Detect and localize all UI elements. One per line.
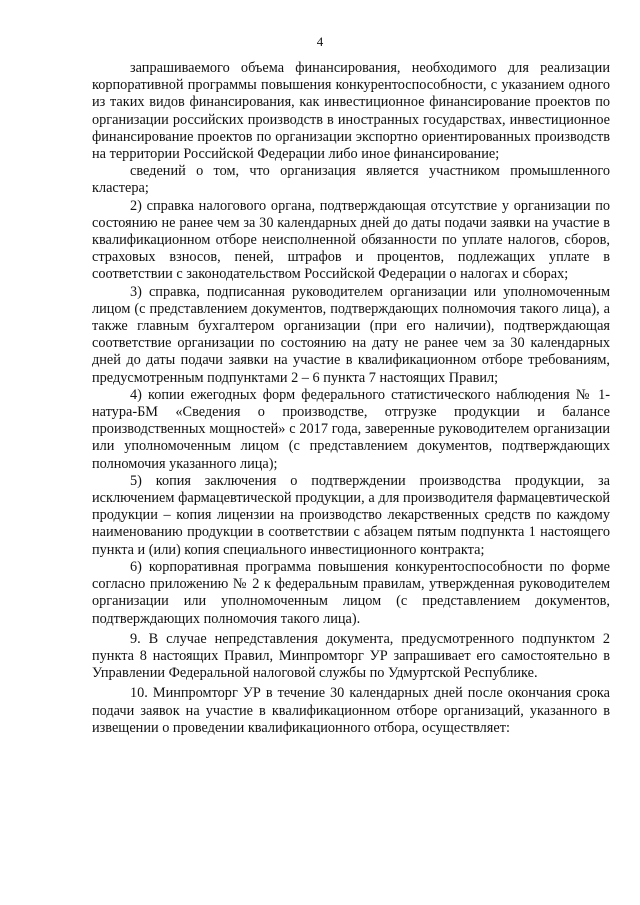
paragraph-section-9: 9. В случае непредставления документа, предусмотренного подпунктом 2 пункта 8 настоящих Правил, Минпромторг УР запрашивает его самостоятельно в Управлении Федеральной налоговой службы по Удмуртской Республике. [92,630,610,682]
paragraph-funding-continuation: запрашиваемого объема финансирования, необходимого для реализации корпоративной программы повышения конкурентоспособности, с указанием одного из таких видов финансирования, как инвестиционное финансирование проектов по организации российских производств в иностранных государствах, инвестиционное финансирование проектов по организации экспортно ориентированных производств на территории Российской Федерации либо иное финансирование; [92,60,610,163]
paragraph-item-3-signed-certificate: 3) справка, подписанная руководителем организации или уполномоченным лицом (с представлением документов, подтверждающих полномочия такого лица), а также главным бухгалтером организации (при его наличии), подтверждающая соответствие организации по состоянию на дату не ранее чем за 30 календарных дней до даты подачи заявки на участие в квалификационном отборе требованиям, предусмотренным подпунктами 2 – 6 пункта 7 настоящих Правил; [92,283,610,386]
paragraph-item-5-production-confirmation: 5) копия заключения о подтверждении производства продукции, за исключением фармацевтической продукции, а для производителя фармацевтической продукции – копия лицензии на производство лекарственных средств по каждому наименованию продукции в соответствии с абзацем пятым подпункта 1 настоящего пункта и (или) копия специального инвестиционного контракта; [92,472,610,558]
paragraph-item-2-tax-certificate: 2) справка налогового органа, подтверждающая отсутствие у организации по состоянию не ранее чем за 30 календарных дней до даты подачи заявки на участие в квалификационном отборе неисполненной обязанности по уплате налогов, сборов, страховых взносов, пеней, штрафов и процентов, подлежащих уплате в соответствии с законодательством Российской Федерации о налогах и сборах; [92,197,610,283]
paragraph-item-6-corporate-program: 6) корпоративная программа повышения конкурентоспособности по форме согласно приложению № 2 к федеральным правилам, утвержденная руководителем организации или уполномоченным лицом (с представлением документов, подтверждающих полномочия такого лица). [92,558,610,627]
paragraph-item-4-statistical-forms: 4) копии ежегодных форм федерального статистического наблюдения № 1-натура-БМ «Сведения о производстве, отгрузке продукции и балансе производственных мощностей» с 2017 года, заверенные руководителем организации или уполномоченным лицом (с представлением документов, подтверждающих полномочия указанного лица); [92,386,610,472]
page-number: 4 [316,34,324,49]
paragraph-section-10: 10. Минпромторг УР в течение 30 календарных дней после окончания срока подачи заявок на участие в квалификационном отборе организаций, указанного в извещении о проведении квалификационного отбора, осуществляет: [92,685,610,736]
paragraph-cluster-participant: сведений о том, что организация является участником промышленного кластера; [92,163,610,197]
document-body [92,60,610,737]
